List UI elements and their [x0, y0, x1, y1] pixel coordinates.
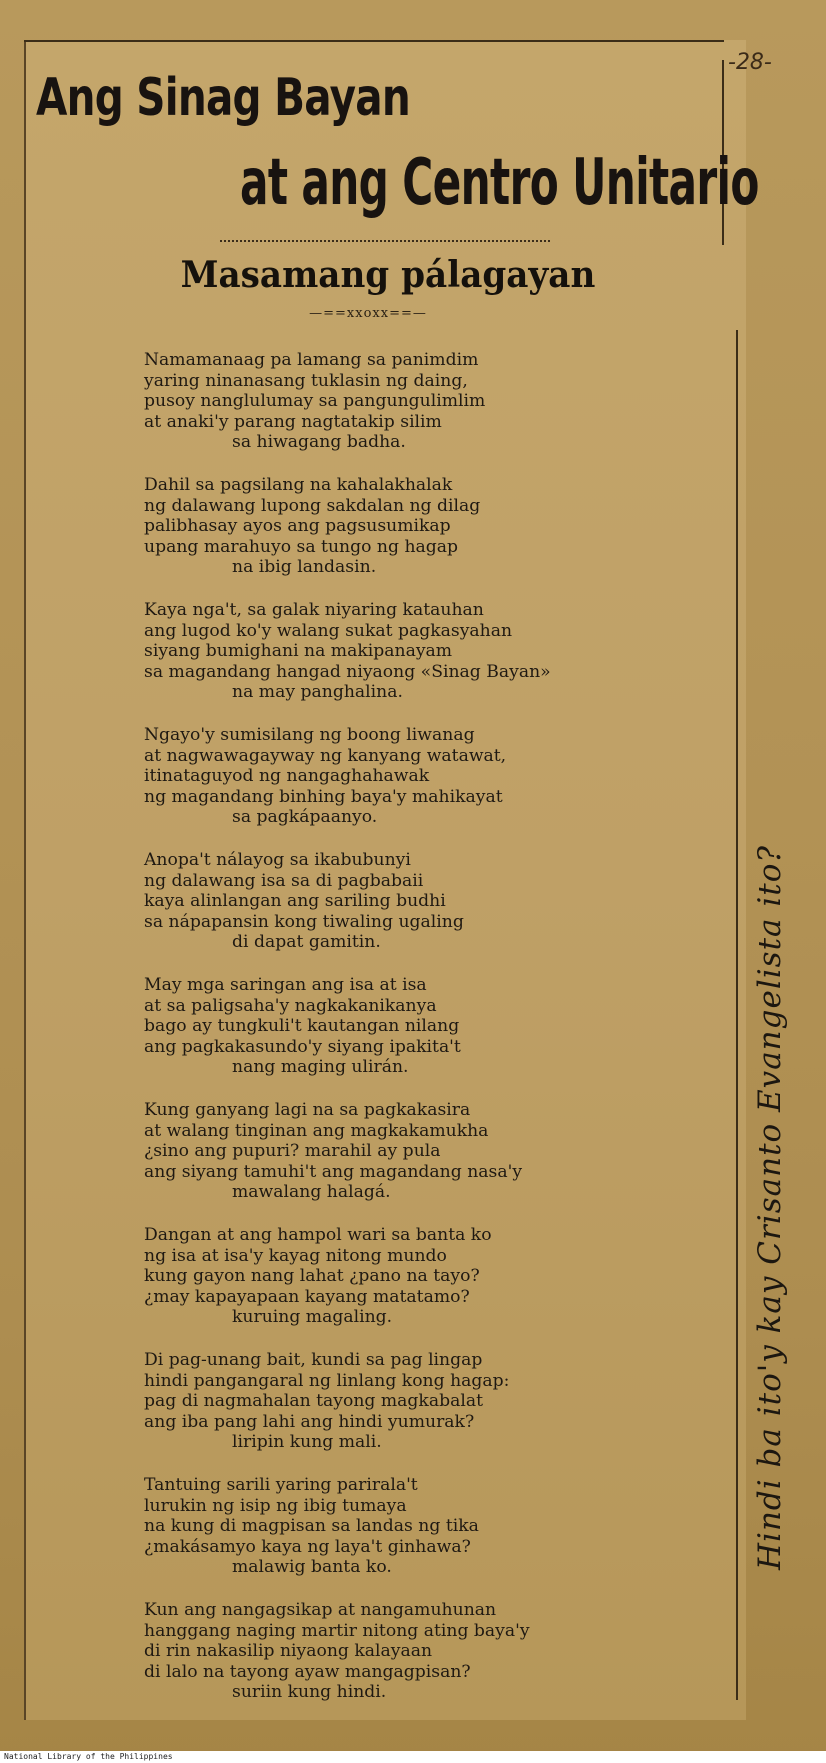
poem-line: Kung ganyang lagi na sa pagkakasira: [144, 1100, 471, 1120]
poem-line: ng magandang binhing baya'y mahikayat: [144, 786, 503, 807]
poem-body: [144, 350, 714, 1725]
poem-line: Ngayo'y sumisilang ng boong liwanag: [144, 725, 475, 745]
poem-stanza: [144, 475, 714, 578]
poem-line: at sa paligsaha'y nagkakanikanya: [144, 995, 437, 1016]
poem-line: upang marahuyo sa tungo ng hagap: [144, 536, 459, 557]
clipping-top-rule: [24, 40, 724, 42]
poem-line: at walang tinginan ang magkakamukha: [144, 1120, 489, 1141]
poem-line: ng dalawang lupong sakdalan ng dilag: [144, 495, 481, 516]
poem-line: suriin kung hindi.: [232, 1682, 387, 1702]
poem-line: mawalang halagá.: [232, 1182, 391, 1202]
poem-line: kaya alinlangan ang sariling budhi: [144, 891, 446, 911]
poem-line: Kaya nga't, sa galak niyaring katauhan: [144, 600, 484, 620]
poem-stanza: [144, 600, 714, 703]
poem-line: di dapat gamitin.: [232, 932, 381, 952]
poem-line: ang pagkakasundo'y siyang ipakita't: [144, 1036, 461, 1057]
poem-line: Dangan at ang hampol wari sa banta ko: [144, 1225, 492, 1245]
poem-stanza: [144, 1100, 714, 1203]
poem-stanza: [144, 1475, 714, 1578]
poem-stanza: [144, 725, 714, 828]
poem-line: Anopa't nálayog sa ikabubunyi: [144, 850, 411, 870]
poem-line: ang lugod ko'y walang sukat pagkasyahan: [144, 620, 513, 641]
poem-title: Masamang pálagayan: [180, 254, 596, 296]
poem-line: ¿sino ang pupuri? marahil ay pula: [144, 1141, 441, 1161]
poem-line: liripin kung mali.: [232, 1432, 382, 1452]
poem-line: ¿makásamyo kaya ng laya't ginhawa?: [144, 1536, 471, 1557]
poem-line: ang siyang tamuhi't ang magandang nasa'y: [144, 1161, 523, 1182]
poem-stanza: [144, 975, 714, 1078]
poem-line: ng dalawang isa sa di pagbabaii: [144, 870, 424, 891]
poem-line: ¿may kapayapaan kayang matatamo?: [144, 1286, 470, 1307]
poem-stanza: [144, 850, 714, 953]
poem-line: sa hiwagang badha.: [232, 432, 406, 452]
poem-stanza: [144, 1350, 714, 1453]
poem-line: kung gayon nang lahat ¿pano na tayo?: [144, 1266, 480, 1286]
poem-line: Tantuing sarili yaring parirala't: [144, 1475, 418, 1495]
ornament-divider: [220, 240, 550, 245]
poem-line: bago ay tungkuli't kautangan nilang: [144, 1016, 460, 1036]
poem-line: na may panghalina.: [232, 682, 403, 702]
clipping-right-rule-lower: [736, 330, 738, 1700]
poem-line: at anaki'y parang nagtatakip silim: [144, 411, 442, 432]
headline-line-2: at ang Centro Unitario: [240, 146, 759, 220]
poem-line: na kung di magpisan sa landas ng tika: [144, 1516, 479, 1536]
page-number: -28-: [728, 50, 772, 75]
poem-line: ng isa at isa'y kayag nitong mundo: [144, 1245, 447, 1266]
poem-stanza: [144, 1225, 714, 1328]
poem-line: ang iba pang lahi ang hindi yumurak?: [144, 1411, 475, 1432]
poem-line: pag di nagmahalan tayong magkabalat: [144, 1391, 483, 1411]
poem-line: sa pagkápaanyo.: [232, 807, 378, 827]
poem-stanza: [144, 1600, 714, 1703]
poem-line: sa magandang hangad niyaong «Sinag Bayan»: [144, 661, 551, 682]
poem-line: yaring ninanasang tuklasin ng daing,: [144, 370, 468, 391]
poem-line: hindi pangangaral ng linlang kong hagap:: [144, 1370, 510, 1391]
poem-line: palibhasay ayos ang pagsusumikap: [144, 516, 451, 536]
footer-credit: National Library of the Philippines: [4, 1752, 173, 1761]
poem-line: Dahil sa pagsilang na kahalakhalak: [144, 475, 453, 495]
poem-line: na ibig landasin.: [232, 557, 377, 577]
poem-line: at nagwawagayway ng kanyang watawat,: [144, 745, 507, 766]
poem-line: di lalo na tayong ayaw mangagpisan?: [144, 1661, 471, 1682]
poem-stanza: [144, 350, 714, 453]
poem-line: Kun ang nangagsikap at nangamuhunan: [144, 1600, 497, 1620]
poem-line: May mga saringan ang isa at isa: [144, 975, 427, 995]
poem-line: malawig banta ko.: [232, 1557, 392, 1577]
poem-line: Di pag-unang bait, kundi sa pag lingap: [144, 1350, 483, 1370]
title-separator: —==xxoxx==—: [309, 306, 427, 321]
poem-line: lurukin ng isip ng ibig tumaya: [144, 1495, 407, 1516]
poem-line: hanggang naging martir nitong ating baya'y: [144, 1620, 530, 1641]
footer-bar: [0, 1751, 826, 1763]
poem-line: nang maging ulirán.: [232, 1057, 409, 1077]
handwritten-note: Hindi ba ito'y kay Crisanto Evangelista ito?: [752, 844, 788, 1570]
poem-line: Namamanaag pa lamang sa panimdim: [144, 350, 479, 370]
poem-line: di rin nakasilip niyaong kalayaan: [144, 1641, 433, 1661]
poem-line: sa nápapansin kong tiwaling ugaling: [144, 911, 464, 932]
poem-line: pusoy nanglulumay sa pangungulimlim: [144, 391, 486, 411]
headline-line-1: Ang Sinag Bayan: [36, 68, 410, 128]
poem-line: siyang bumighani na makipanayam: [144, 641, 453, 661]
poem-line: kuruing magaling.: [232, 1307, 393, 1327]
poem-line: itinataguyod ng nangaghahawak: [144, 766, 430, 786]
